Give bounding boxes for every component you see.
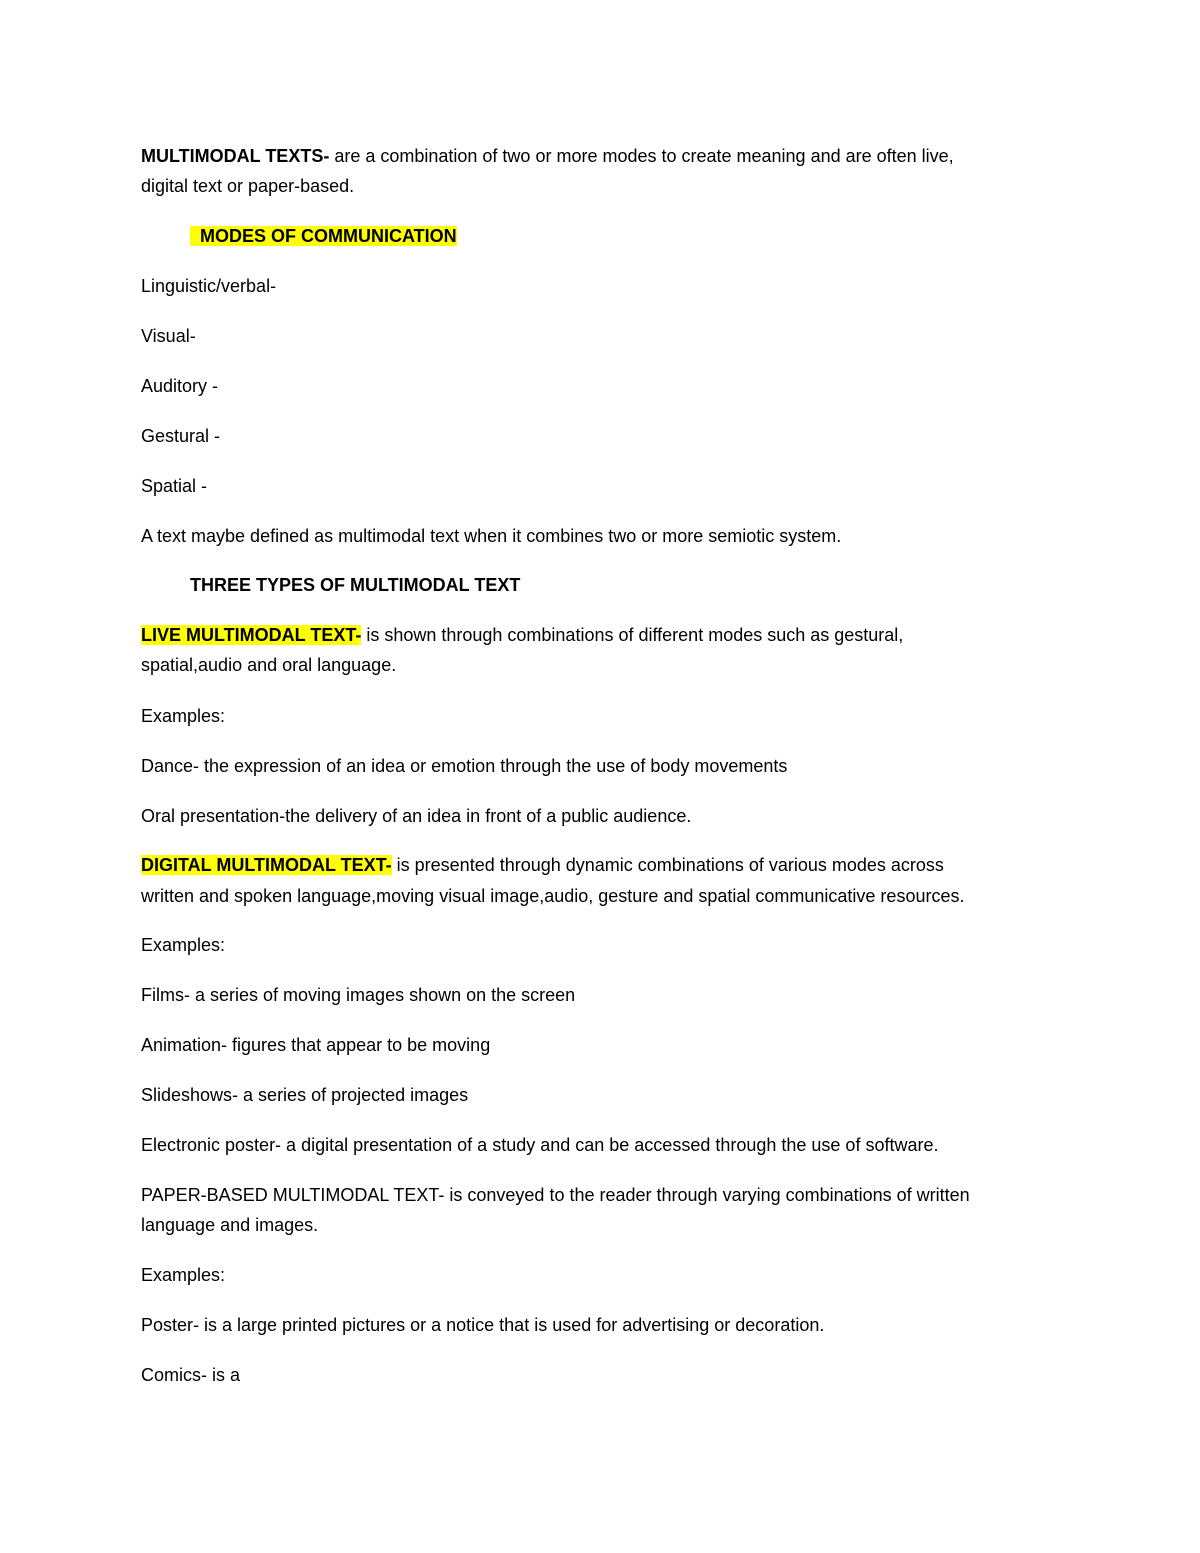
digital-term: DIGITAL MULTIMODAL TEXT- bbox=[141, 855, 392, 875]
paper-definition-line-2: language and images. bbox=[141, 1215, 319, 1235]
live-term: LIVE MULTIMODAL TEXT- bbox=[141, 625, 362, 645]
semiotic-statement: A text maybe defined as multimodal text when it combines two or more semiotic system. bbox=[141, 526, 842, 546]
live-examples-label: Examples: bbox=[141, 706, 226, 726]
intro-definition: are a combination of two or more modes to create meaning and are often live, bbox=[329, 146, 954, 166]
modes-heading-text: MODES OF COMMUNICATION bbox=[190, 226, 457, 246]
digital-example-item: Electronic poster- a digital presentation of a study and can be accessed through the use of software. bbox=[141, 1135, 939, 1155]
digital-example-item: Films- a series of moving images shown on the screen bbox=[141, 985, 576, 1005]
digital-examples-label: Examples: bbox=[141, 935, 226, 955]
paper-example-item: Poster- is a large printed pictures or a notice that is used for advertising or decoration. bbox=[141, 1315, 825, 1335]
live-definition-line-1 bbox=[141, 620, 903, 650]
live-example-item: Oral presentation-the delivery of an idea in front of a public audience. bbox=[141, 806, 692, 826]
modes-heading bbox=[190, 221, 457, 251]
intro-paragraph-line-2: digital text or paper-based. bbox=[141, 176, 355, 196]
paper-examples-label: Examples: bbox=[141, 1265, 226, 1285]
live-example-item: Dance- the expression of an idea or emotion through the use of body movements bbox=[141, 756, 788, 776]
intro-term: MULTIMODAL TEXTS- bbox=[141, 146, 330, 166]
digital-example-item: Animation- figures that appear to be moving bbox=[141, 1035, 491, 1055]
mode-item: Gestural - bbox=[141, 426, 221, 446]
digital-definition-line-1 bbox=[141, 850, 944, 880]
live-definition: is shown through combinations of different modes such as gestural, bbox=[361, 625, 904, 645]
paper-definition-line-1: PAPER-BASED MULTIMODAL TEXT- is conveyed to the reader through varying combinations of written bbox=[141, 1185, 970, 1205]
paper-example-item: Comics- is a bbox=[141, 1365, 241, 1385]
mode-item: Auditory - bbox=[141, 376, 219, 396]
mode-item: Linguistic/verbal- bbox=[141, 276, 277, 296]
types-heading: THREE TYPES OF MULTIMODAL TEXT bbox=[190, 575, 521, 595]
digital-definition-line-2: written and spoken language,moving visual image,audio, gesture and spatial communicative resources. bbox=[141, 886, 965, 906]
mode-item: Visual- bbox=[141, 326, 196, 346]
intro-paragraph-line-1 bbox=[141, 141, 954, 171]
digital-definition: is presented through dynamic combinations of various modes across bbox=[391, 855, 944, 875]
live-definition-line-2: spatial,audio and oral language. bbox=[141, 655, 397, 675]
digital-example-item: Slideshows- a series of projected images bbox=[141, 1085, 469, 1105]
mode-item: Spatial - bbox=[141, 476, 208, 496]
